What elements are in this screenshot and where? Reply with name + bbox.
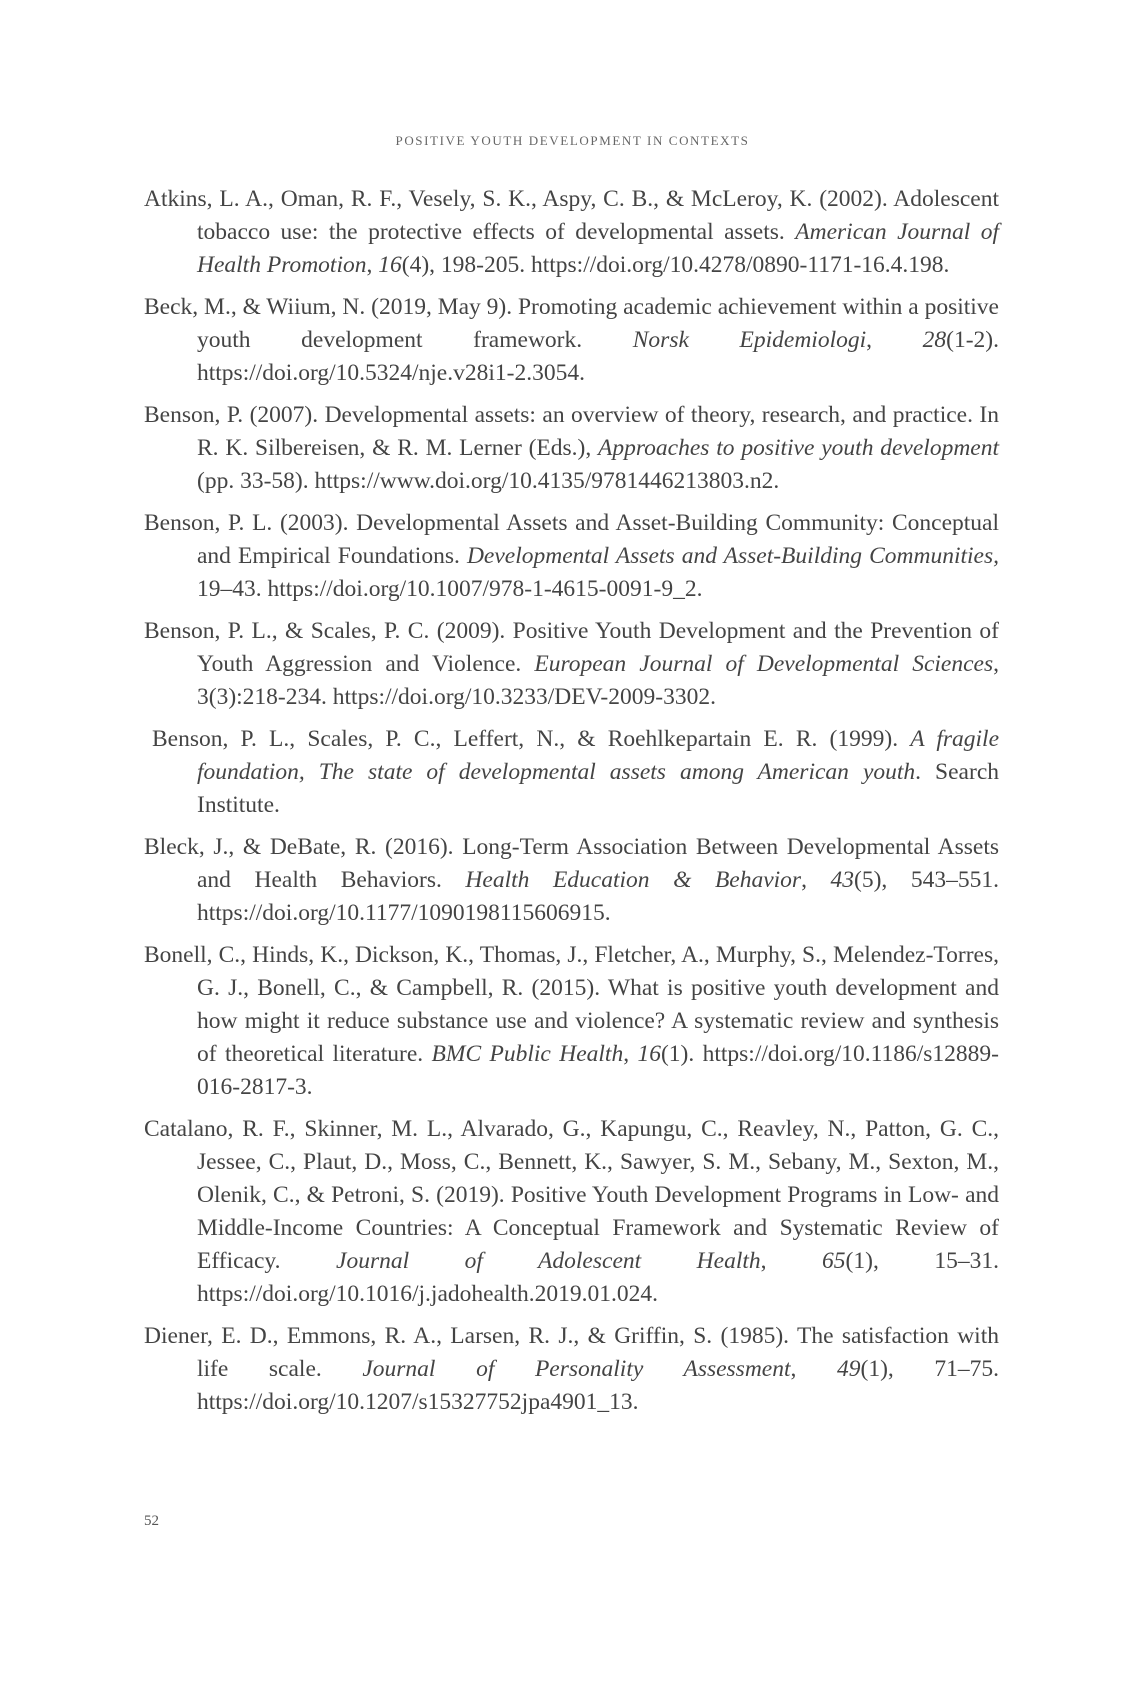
reference-entry: Benson, P. L. (2003). Developmental Assets and Asset-Building Community: Conceptual and Empirical Foundations. Developmental Assets and Asset-Building Communities, 19–43. https://doi.org/10.1007/978-1-4615-0091-9_2. [144,510,999,602]
reference-entry: Atkins, L. A., Oman, R. F., Vesely, S. K., Aspy, C. B., & McLeroy, K. (2002). Adolescent tobacco use: the protective effects of developmental assets. American Journal of Health Promotion, 16(4), 198-205. https://doi.org/10.4278/0890-1171-16.4.198. [144,186,999,278]
reference-entry: Benson, P. L., & Scales, P. C. (2009). Positive Youth Development and the Prevention of Youth Aggression and Violence. European Journal of Developmental Sciences, 3(3):218-234. https://doi.org/10.3233/DEV-2009-3302. [144,618,999,710]
reference-entry: Bleck, J., & DeBate, R. (2016). Long-Term Association Between Developmental Assets and Health Behaviors. Health Education & Behavior, 43(5), 543–551. https://doi.org/10.1177/1090198115606915. [144,834,999,926]
reference-entry: Bonell, C., Hinds, K., Dickson, K., Thomas, J., Fletcher, A., Murphy, S., Melendez-Torres, G. J., Bonell, C., & Campbell, R. (2015). What is positive youth development and how might it reduce substance use and violence? A systematic review and synthesis of theoretical literature. BMC Public Health, 16(1). https://doi.org/10.1186/s12889-016-2817-3. [144,942,999,1100]
reference-entry: Catalano, R. F., Skinner, M. L., Alvarado, G., Kapungu, C., Reavley, N., Patton, G. C., Jessee, C., Plaut, D., Moss, C., Bennett, K., Sawyer, S. M., Sebany, M., Sexton, M., Olenik, C., & Petroni, S. (2019). Positive Youth Development Programs in Low- and Middle-Income Countries: A Conceptual Framework and Systematic Review of Efficacy. Journal of Adolescent Health, 65(1), 15–31. https://doi.org/10.1016/j.jadohealth.2019.01.024. [144,1116,999,1307]
reference-list [144,183,999,1428]
reference-entry: Diener, E. D., Emmons, R. A., Larsen, R. J., & Griffin, S. (1985). The satisfaction with life scale. Journal of Personality Assessment, 49(1), 71–75. https://doi.org/10.1207/s15327752jpa4901_13. [144,1323,1000,1415]
reference-entry: Benson, P. (2007). Developmental assets: an overview of theory, research, and practice. In R. K. Silbereisen, & R. M. Lerner (Eds.), Approaches to positive youth development (pp. 33-58). https://www.doi.org/10.4135/9781446213803.n2. [144,402,1000,494]
running-head: POSITIVE YOUTH DEVELOPMENT IN CONTEXTS [395,133,750,148]
page-number: 52 [144,1513,159,1529]
reference-entry: Beck, M., & Wiium, N. (2019, May 9). Promoting academic achievement within a positive youth development framework. Norsk Epidemiologi, 28(1-2). https://doi.org/10.5324/nje.v28i1-2.3054. [144,294,999,386]
reference-entry: Benson, P. L., Scales, P. C., Leffert, N., & Roehlkepartain E. R. (1999). A fragile foundation, The state of developmental assets among American youth. Search Institute. [152,726,1000,818]
